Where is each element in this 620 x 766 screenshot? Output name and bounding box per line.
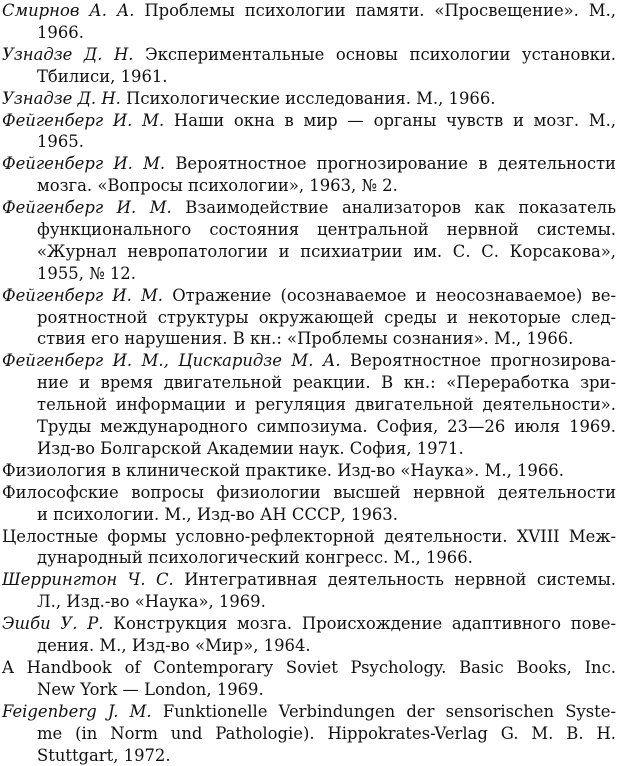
entry-text: Целостные формы условно-рефлекторной деятельности. XVIII Меж- [2, 526, 616, 546]
entry-text: Вероятностное прогнозирование в деятельности [165, 154, 616, 174]
bibliography-entry [0, 44, 620, 88]
entry-line [0, 723, 616, 745]
entry-text: Взаимодействие анализаторов как показатель [171, 198, 616, 218]
entry-text: тельной информации и регуляция двигательной деятельности». [37, 395, 616, 415]
entry-text: Funktionelle Verbindungen der sensorischen Syste- [151, 701, 617, 721]
bibliography-entry [0, 657, 620, 701]
entry-text: дения. М., Изд-во «Мир», 1964. [37, 636, 311, 656]
entry-text: Проблемы психологии памяти. «Просвещение». М., [134, 1, 616, 20]
bibliography-entry [0, 285, 620, 351]
bibliography-entry [0, 110, 620, 154]
entry-line [0, 679, 616, 701]
entry-line [0, 745, 616, 766]
entry-line [0, 460, 616, 482]
bibliography-entry [0, 350, 620, 459]
entry-text: Вероятностное прогнозирова- [340, 351, 616, 371]
entry-text: 1966. [37, 22, 84, 42]
entry-text: мозга. «Вопросы психологии», 1963, № 2. [37, 176, 398, 196]
bibliography-entry [0, 88, 620, 110]
entry-text: и психологии. М., Изд-во АН СССР, 1963. [37, 504, 398, 524]
entry-text: Stuttgart, 1972. [37, 745, 171, 765]
entry-line [0, 504, 616, 526]
entry-line [0, 635, 616, 657]
entry-line [0, 328, 616, 350]
entry-line [0, 153, 616, 175]
entry-line [0, 394, 616, 416]
entry-author: Узнадзе Д. Н. [2, 88, 121, 108]
entry-text: функционального состояния центральной нервной системы. [37, 219, 616, 239]
entry-text: Тбилиси, 1961. [37, 66, 168, 86]
bibliography-entry [0, 526, 620, 570]
entry-text: Физиология в клинической практике. Изд-во «Наука». М., 1966. [2, 460, 564, 480]
entry-author: Фейгенберг И. М. [2, 285, 163, 305]
entry-line [0, 88, 616, 110]
entry-line [0, 372, 616, 394]
entry-line [0, 44, 616, 66]
entry-line [0, 131, 616, 153]
entry-line [0, 526, 616, 548]
bibliography-entry [0, 153, 620, 197]
entry-line [0, 350, 616, 372]
entry-line [0, 307, 616, 329]
entry-text: Труды международного симпозиума. София, 23—26 июля 1969. [37, 417, 616, 437]
bibliography-entry [0, 197, 620, 285]
entry-text: New York — London, 1969. [37, 679, 264, 699]
entry-line [0, 263, 616, 285]
entry-line [0, 438, 616, 460]
entry-text: «Журнал невропатологии и психиатрии им. С. С. Корсакова», [37, 241, 616, 261]
entry-text: Изд-во Болгарской Академии наук. София, 1971. [37, 438, 464, 458]
entry-text: me (in Norm und Pathologie). Hippokrates-Verlag G. M. B. H. [37, 723, 616, 743]
entry-text: ствия его нарушения. В кн.: «Проблемы сознания». М., 1966. [37, 329, 574, 349]
bibliography-entry [0, 613, 620, 657]
entry-text: Интегративная деятельность нервной системы. [173, 570, 616, 590]
bibliography-entry [0, 701, 620, 766]
entry-author: Эшби У. Р. [2, 614, 104, 634]
entry-line [0, 175, 616, 197]
entry-line [0, 285, 616, 307]
entry-line [0, 0, 616, 22]
entry-text: Конструкция мозга. Происхождение адаптивного пове- [103, 614, 616, 634]
entry-text: дународный психологический конгресс. М., 1966. [37, 548, 473, 568]
bibliography-entry [0, 482, 620, 526]
entry-line [0, 22, 616, 44]
entry-line [0, 613, 616, 635]
entry-text: Философские вопросы физиологии высшей нервной деятельности [2, 482, 616, 502]
entry-line [0, 66, 616, 88]
entry-author: Feigenberg J. M. [2, 701, 152, 721]
entry-author: Шеррингтон Ч. С. [2, 570, 174, 590]
entry-text: 1955, № 12. [37, 263, 136, 283]
entry-text: Л., Изд.-во «Наука», 1969. [37, 592, 266, 612]
entry-line [0, 416, 616, 438]
entry-line [0, 219, 616, 241]
entry-line [0, 657, 616, 679]
entry-text: 1965. [37, 132, 84, 152]
bibliography-entry [0, 0, 620, 44]
entry-author: Смирнов А. А. [2, 1, 135, 20]
entry-text: Отражение (осознаваемое и неосознаваемое) ве- [163, 285, 616, 305]
entry-text: Наши окна в мир — органы чувств и мозг. М., [164, 110, 616, 130]
entry-author: Фейгенберг И. М. [2, 154, 166, 174]
entry-author: Фейгенберг И. М., Цискаридзе М. А. [2, 351, 341, 371]
entry-line [0, 110, 616, 132]
bibliography-entry [0, 460, 620, 482]
entry-line [0, 701, 616, 723]
entry-line [0, 241, 616, 263]
entry-text: Экспериментальные основы психологии установки. [133, 44, 616, 64]
entry-line [0, 482, 616, 504]
entry-line [0, 197, 616, 219]
entry-line [0, 547, 616, 569]
entry-author: Фейгенберг И. М. [2, 198, 172, 218]
entry-text: роятностной структуры окружающей среды и некоторые след- [37, 307, 616, 327]
entry-author: Узнадзе Д. Н. [2, 44, 134, 64]
entry-author: Фейгенберг И. М. [2, 110, 165, 130]
entry-text: ние и время двигательной реакции. В кн.: «Переработка зри- [37, 373, 616, 393]
entry-line [0, 569, 616, 591]
entry-line [0, 591, 616, 613]
entry-text: A Handbook of Contemporary Soviet Psychology. Basic Books, Inc. [2, 658, 616, 677]
bibliography-entry [0, 569, 620, 613]
entry-text: Психологические исследования. М., 1966. [120, 88, 496, 108]
